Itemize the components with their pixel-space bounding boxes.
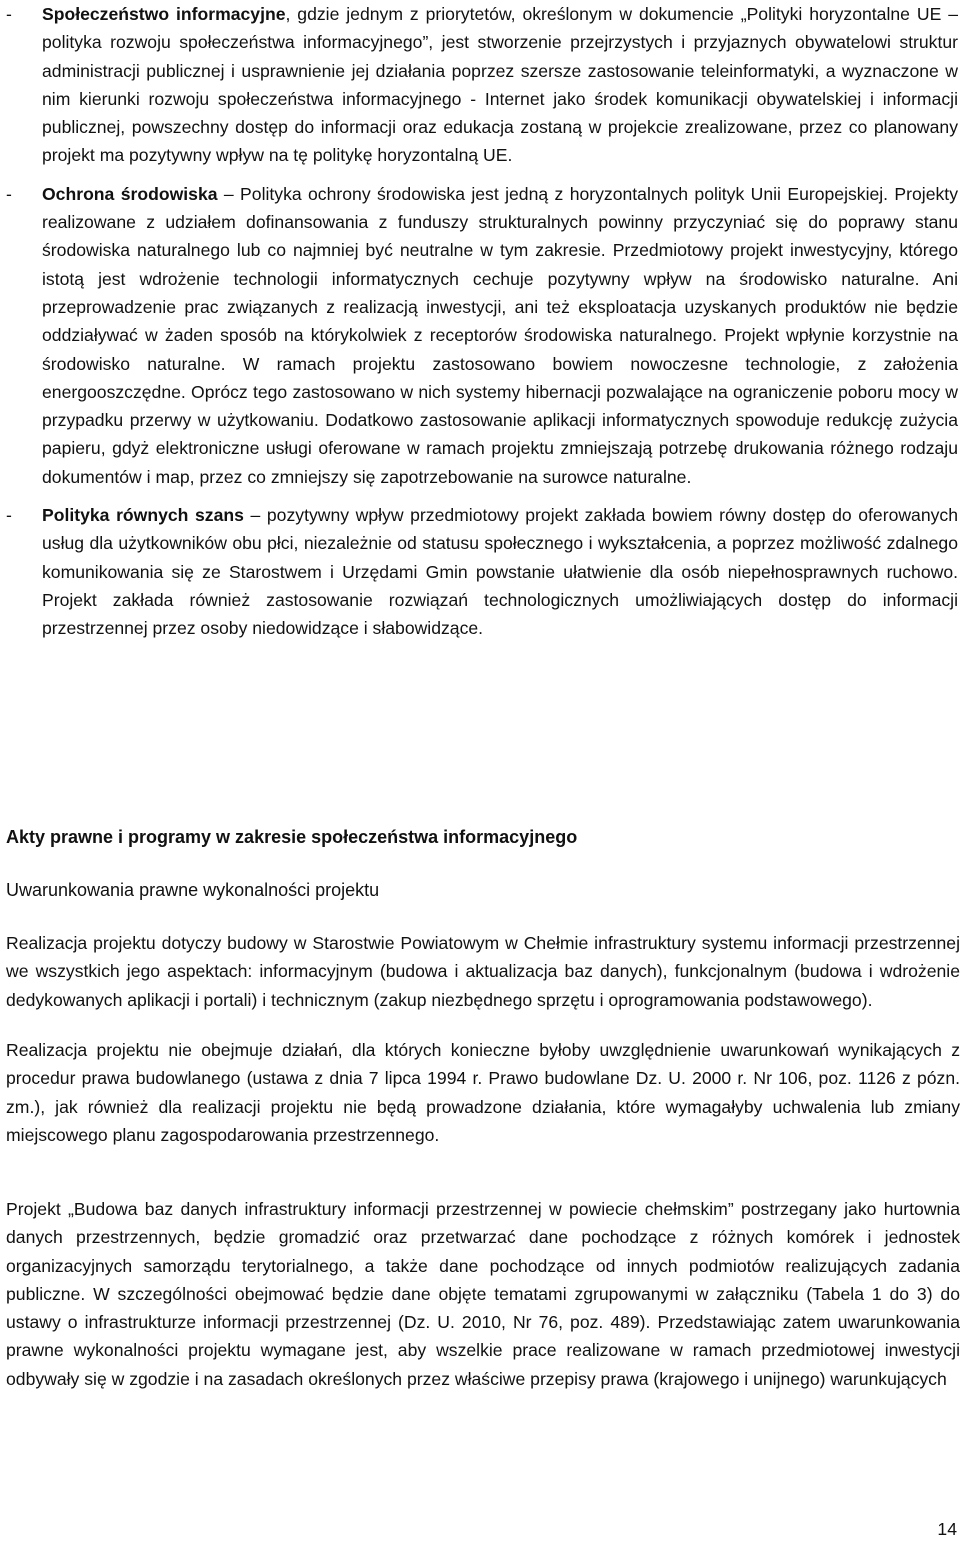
bullet-text: – pozytywny wpływ przedmiotowy projekt zakłada bowiem równy dostęp do oferowanych usług dla użytkowników obu płci, niezależnie od statusu społecznego i wykształcenia, a poprzez możliwość zdalnego komunikowania się ze Starostwem i Urzędami Gmin powstanie ułatwienie dla osób niepełnosprawnych ruchowo. Projekt zakłada również zastosowanie rozwiązań technologicznych umożliwiających dostęp do informacji przestrzennej przez osoby niedowidzące i słabowidzące. xyxy=(42,505,959,639)
bullet-dash: - xyxy=(6,183,12,204)
bullet-title: Ochrona środowiska xyxy=(42,183,218,204)
section-heading: Akty prawne i programy w zakresie społeczeństwa informacyjnego xyxy=(6,827,578,847)
bullet-environment-protection xyxy=(0,180,960,491)
body-paragraph: Projekt „Budowa baz danych infrastruktury informacji przestrzennej w powiecie chełmskim” postrzegany jako hurtownia danych przestrzennych, będzie gromadzić oraz przetwarzać dane pochodzące z różnych komórek i jednostek organizacyjnych samorządu terytorialnego, a także dane pochodzące od innych podmiotów realizujących zadania publiczne. W szczególności obejmować będzie dane objęte tematami zgrupowanymi w załączniku (Tabela 1 do 3) do ustawy o infrastrukturze informacji przestrzennej (Dz. U. 2010, Nr 76, poz. 489). Przedstawiając zatem uwarunkowania prawne wykonalności projektu wymagane jest, aby wszelkie prace realizowane w ramach przedmiotowej inwestycji odbywały się w zgodzie i na zasadach określonych przez właściwe przepisy prawa (krajowego i unijnego) warunkujących xyxy=(6,1199,960,1389)
bullet-equal-opportunities xyxy=(0,501,960,642)
bullet-dash: - xyxy=(6,505,12,526)
bullet-information-society xyxy=(0,0,960,170)
section-subheading: Uwarunkowania prawne wykonalności projektu xyxy=(6,880,380,900)
body-paragraph: Realizacja projektu nie obejmuje działań, dla których konieczne byłoby uwzględnienie uwarunkowań wynikających z procedur prawa budowlanego (ustawa z dnia 7 lipca 1994 r. Prawo budowlane Dz. U. 2000 r. Nr 106, poz. 1126 z pózn. zm.), jak również dla realizacji projektu nie będą prowadzone działania, które wymagałyby uchwalenia lub zmiany miejscowego planu zagospodarowania przestrzennego. xyxy=(6,1040,960,1145)
bullet-text: – Polityka ochrony środowiska jest jedną z horyzontalnych polityk Unii Europejskiej. Projekty realizowane z udziałem dofinansowania z funduszy strukturalnych powinny przyczyniać się do poprawy stanu środowiska naturalnego lub co najmniej być neutralne w tym zakresie. Przedmiotowy projekt inwestycyjny, którego istotą jest wdrożenie technologii informatycznych cechuje pozytywny wpływ na środowisko naturalne. Ani przeprowadzenie prac związanych z realizacją inwestycji, ani też eksploatacja uzyskanych produktów nie będzie oddziaływać w żaden sposób na którykolwiek z receptorów środowiska naturalnego. Projekt wpłynie korzystnie na środowisko naturalne. W ramach projektu zastosowano bowiem nowoczesne technologie, z założenia energooszczędne. Oprócz tego zastosowano w nich systemy hibernacji pozwalające na ograniczenie poboru mocy w przypadku przerwy w użytkowaniu. Dodatkowo zastosowanie aplikacji informatycznych spowoduje redukcję zużycia papieru, gdyż elektroniczne usługi oferowane w ramach projektu zmniejszają potrzebę drukowania różnego rodzaju dokumentów i map, przez co zmniejszy się zapotrzebowanie na surowce naturalne. xyxy=(42,183,958,487)
body-paragraph: Realizacja projektu dotyczy budowy w Starostwie Powiatowym w Chełmie infrastruktury systemu informacji przestrzennej we wszystkich jego aspektach: informacyjnym (budowa i aktualizacja baz danych), funkcjonalnym (budowa i wdrożenie dedykowanych aplikacji i portali) i technicznym (zakup niezbędnego sprzętu i oprogramowania podstawowego). xyxy=(6,933,960,1010)
bullet-text: , gdzie jednym z priorytetów, określonym w dokumencie „Polityki horyzontalne UE – polityka rozwoju społeczeństwa informacyjnego”, jest stworzenie przejrzystych i przyjaznych obywatelowi struktur administracji publicznej i usprawnienie jej działania poprzez szersze zastosowanie teleinformatyki, a wyznaczone w nim kierunki rozwoju społeczeństwa informacyjnego - Internet jako środek komunikacji obywatelskiej i informacji publicznej, powszechny dostęp do informacji oraz edukacja zostaną w projekcie zrealizowane, przez co planowany projekt ma pozytywny wpływ na tę politykę horyzontalną UE. xyxy=(42,4,958,166)
bullet-title: Społeczeństwo informacyjne xyxy=(42,4,286,24)
page-number: 14 xyxy=(937,1519,957,1539)
bullet-title: Polityka równych szans xyxy=(42,505,244,526)
bullet-dash: - xyxy=(6,4,12,24)
policy-bullet-list xyxy=(0,0,960,643)
